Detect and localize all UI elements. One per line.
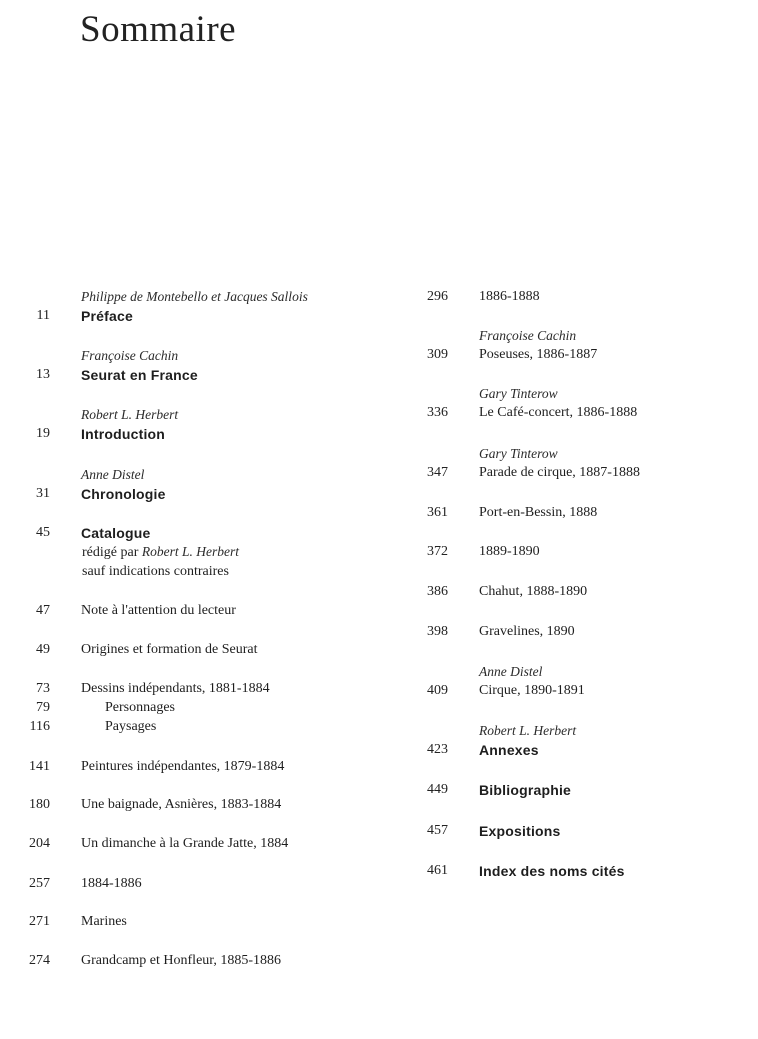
toc-note-author: Robert L. Herbert <box>141 544 239 559</box>
toc-entry-title[interactable]: Expositions <box>479 823 561 839</box>
toc-entry-title[interactable]: Poseuses, 1886-1887 <box>479 347 598 362</box>
toc-entry-title[interactable]: Bibliographie <box>479 782 572 798</box>
toc-entry-title[interactable]: Introduction <box>81 426 166 442</box>
toc-page-number: 141 <box>29 759 50 774</box>
toc-page-number: 274 <box>29 953 50 968</box>
toc-entry-title[interactable]: 1886-1888 <box>479 289 540 304</box>
toc-author: Anne Distel <box>81 467 145 482</box>
toc-note <box>82 543 239 562</box>
toc-author: Gary Tinterow <box>479 446 558 461</box>
toc-page-number: 19 <box>36 426 50 441</box>
toc-page-number: 449 <box>427 782 448 797</box>
toc-page-number: 79 <box>36 700 50 715</box>
toc-page-number: 49 <box>36 642 50 657</box>
toc-entry-title[interactable]: 1884-1886 <box>81 876 142 891</box>
toc-page-number: 347 <box>427 465 448 480</box>
toc-page-number: 47 <box>36 603 50 618</box>
toc-entry-title[interactable]: Annexes <box>479 742 539 758</box>
toc-page-number: 461 <box>427 863 448 878</box>
toc-entry-title[interactable]: Index des noms cités <box>479 863 625 879</box>
toc-author: Françoise Cachin <box>479 328 577 343</box>
toc-author: Robert L. Herbert <box>479 723 577 738</box>
toc-entry-title[interactable]: Origines et formation de Seurat <box>81 642 258 657</box>
toc-entry-title[interactable]: Cirque, 1890-1891 <box>479 683 585 698</box>
toc-page-number: 116 <box>29 719 50 734</box>
toc-entry-title[interactable]: Marines <box>81 914 127 929</box>
toc-entry-title[interactable]: Note à l'attention du lecteur <box>81 603 236 618</box>
toc-page-number: 386 <box>427 584 448 599</box>
toc-subentry-title[interactable]: Paysages <box>105 719 157 734</box>
toc-subentry-title[interactable]: Personnages <box>105 700 175 715</box>
toc-page-number: 45 <box>36 525 50 540</box>
toc-author: Françoise Cachin <box>81 348 179 363</box>
toc-page-number: 336 <box>427 405 448 420</box>
toc-author: Anne Distel <box>479 664 543 679</box>
toc-entry-title[interactable]: Port-en-Bessin, 1888 <box>479 505 598 520</box>
toc-author: Gary Tinterow <box>479 386 558 401</box>
toc-entry-title[interactable]: Dessins indépendants, 1881-1884 <box>81 681 270 696</box>
toc-entry-title[interactable]: Chronologie <box>81 486 166 502</box>
toc-entry-title[interactable]: Une baignade, Asnières, 1883-1884 <box>81 797 282 812</box>
toc-entry-title[interactable]: Un dimanche à la Grande Jatte, 1884 <box>81 836 289 851</box>
toc-entry-title[interactable]: Gravelines, 1890 <box>479 624 575 639</box>
toc-page-number: 398 <box>427 624 448 639</box>
toc-page-number: 31 <box>36 486 50 501</box>
toc-entry-title[interactable]: Seurat en France <box>81 367 198 383</box>
toc-entry-title[interactable]: Peintures indépendantes, 1879-1884 <box>81 759 285 774</box>
toc-page-number: 180 <box>29 797 50 812</box>
toc-entry-title[interactable]: Chahut, 1888-1890 <box>479 584 588 599</box>
toc-entry-title[interactable]: Grandcamp et Honfleur, 1885-1886 <box>81 953 282 968</box>
toc-entry-title[interactable]: Préface <box>81 308 133 324</box>
toc-page-number: 409 <box>427 683 448 698</box>
toc-entry-title[interactable]: 1889-1890 <box>479 544 540 559</box>
toc-entry-title[interactable]: Catalogue <box>81 525 151 541</box>
toc-page-number: 423 <box>427 742 448 757</box>
toc-page-number: 13 <box>36 367 50 382</box>
toc-page-number: 271 <box>29 914 50 929</box>
toc-page-number: 296 <box>427 289 448 304</box>
toc-note-prefix: rédigé par <box>82 545 139 560</box>
toc-author: Philippe de Montebello et Jacques Sallois <box>81 289 308 304</box>
toc-page-number: 73 <box>36 681 50 696</box>
page-title: Sommaire <box>80 9 237 50</box>
toc-page-number: 372 <box>427 544 448 559</box>
toc-page-number: 309 <box>427 347 448 362</box>
toc-page-number: 11 <box>36 308 50 323</box>
toc-entry-title[interactable]: Parade de cirque, 1887-1888 <box>479 465 640 480</box>
toc-author: Robert L. Herbert <box>81 407 179 422</box>
toc-entry-title[interactable]: Le Café-concert, 1886-1888 <box>479 405 638 420</box>
toc-page-number: 457 <box>427 823 448 838</box>
toc-page-number: 257 <box>29 876 50 891</box>
toc-page-number: 204 <box>29 836 50 851</box>
toc-page-number: 361 <box>427 505 448 520</box>
toc-note: sauf indications contraires <box>82 564 229 579</box>
